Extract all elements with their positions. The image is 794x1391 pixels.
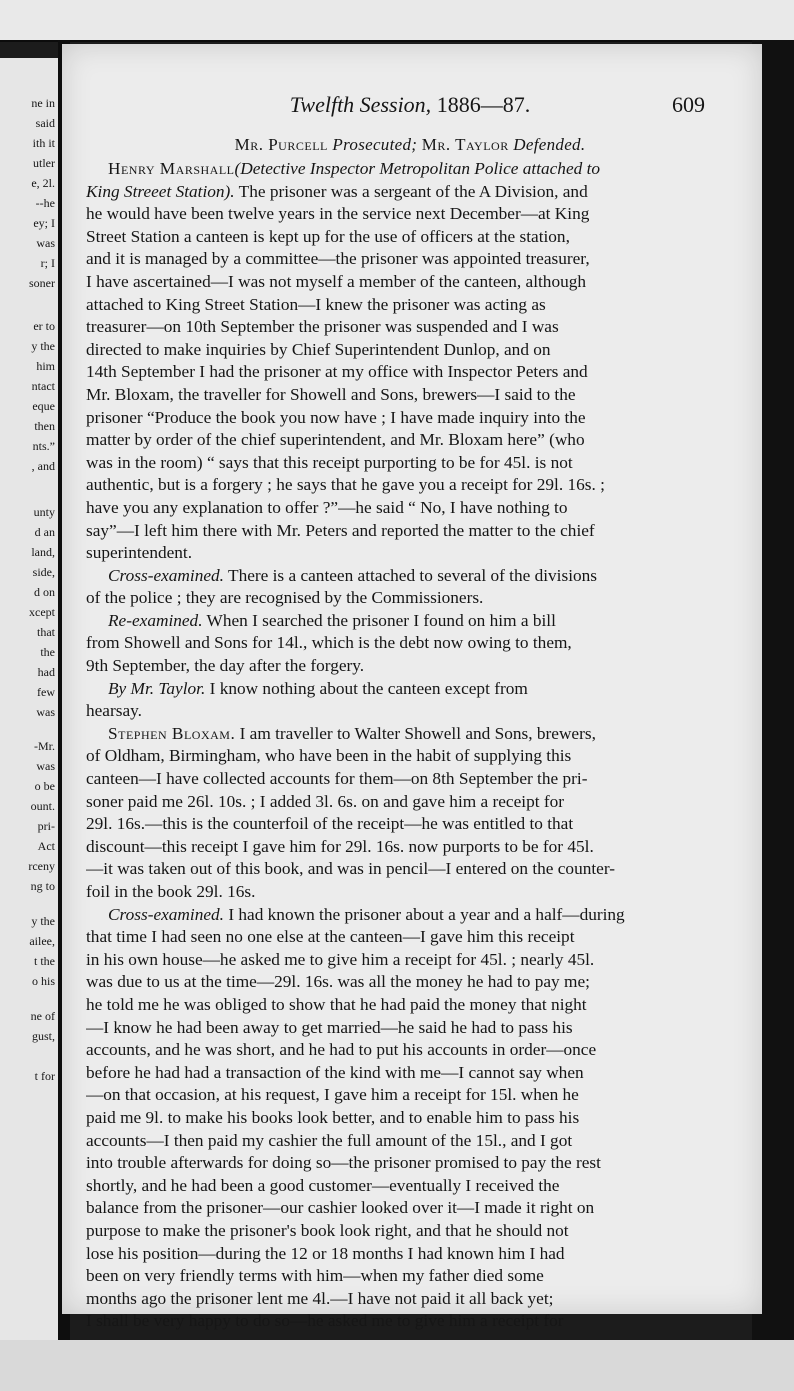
text-line: [86, 339, 696, 362]
running-head: [90, 92, 730, 120]
margin-fragment: pri-: [37, 819, 55, 833]
text-line: [86, 1130, 696, 1153]
margin-fragment: o be: [34, 779, 55, 793]
line-text: —on that occasion, at his request, I gave him a receipt for 15l. when he: [86, 1085, 579, 1105]
text-line: [86, 1062, 696, 1085]
text-line: [86, 700, 696, 723]
line-text: matter by order of the chief superintendent, and Mr. Bloxam here” (who: [86, 430, 585, 450]
line-text: soner paid me 26l. 10s. ; I added 3l. 6s. on and gave him a receipt for: [86, 791, 564, 811]
text-line: [86, 248, 696, 271]
line-text: say”—I left him there with Mr. Peters and reported the matter to the chief: [86, 520, 595, 540]
line-text: he would have been twelve years in the service next December—at King: [86, 204, 590, 224]
line-text: The prisoner was a sergeant of the A Division, and: [234, 181, 588, 201]
line-text: When I searched the prisoner I found on him a bill: [202, 610, 556, 630]
margin-fragment: ailee,: [29, 934, 55, 948]
margin-fragment: then: [34, 419, 55, 433]
margin-fragment: was: [36, 759, 55, 773]
margin-fragment: xcept: [29, 605, 55, 619]
line-text: prisoner “Produce the book you now have ; I have made inquiry into the: [86, 407, 586, 427]
text-line: [86, 384, 696, 407]
margin-fragment: nts.”: [32, 439, 55, 453]
margin-fragment: o his: [31, 974, 55, 988]
prosecuted-label: Prosecuted;: [332, 135, 418, 154]
line-text: —I know he had been away to get married—he said he had to pass his: [86, 1017, 573, 1037]
margin-fragment: r; I: [40, 256, 55, 270]
margin-fragment: ne of: [30, 1009, 55, 1023]
session-years: 1886—87.: [436, 92, 531, 117]
margin-fragment: d on: [34, 585, 55, 599]
line-lead: Cross-examined.: [108, 565, 224, 585]
line-text: purpose to make the prisoner's book look right, and that he should not: [86, 1220, 569, 1240]
margin-fragment: --he: [35, 196, 55, 210]
text-line: [86, 181, 696, 204]
line-text: of the police ; they are recognised by the Commissioners.: [86, 588, 484, 608]
margin-fragment: utler: [33, 156, 55, 170]
margin-fragment: ntact: [31, 379, 55, 393]
line-text: superintendent.: [86, 543, 193, 563]
text-line: [86, 520, 696, 543]
line-text: authentic, but is a forgery ; he says that he gave you a receipt for 29l. 16s. ;: [86, 475, 605, 495]
text-line: [86, 836, 696, 859]
text-line: [86, 813, 696, 836]
line-lead: By Mr. Taylor.: [108, 678, 206, 698]
text-line: [86, 858, 696, 881]
text-line: [86, 1220, 696, 1243]
line-text: hearsay.: [86, 701, 142, 721]
line-lead: Stephen Bloxam.: [108, 723, 236, 743]
line-text: treasurer—on 10th September the prisoner was suspended and I was: [86, 317, 559, 337]
line-lead: Re-examined.: [108, 610, 203, 630]
case-heading: [90, 135, 730, 155]
text-line: [86, 881, 696, 904]
margin-fragment: ith it: [32, 136, 55, 150]
margin-fragment: ng to: [30, 879, 55, 893]
line-text: from Showell and Sons for 14l., which is the debt now owing to them,: [86, 633, 572, 653]
text-line: [86, 1039, 696, 1062]
text-line: [86, 1017, 696, 1040]
line-lead: Henry Marshall: [108, 159, 235, 178]
text-line: [86, 294, 696, 317]
line-text: I have ascertained—I was not myself a member of the canteen, although: [86, 271, 587, 291]
margin-fragment: -Mr.: [34, 739, 55, 753]
margin-fragment: him: [36, 359, 55, 373]
margin-fragment: had: [37, 665, 55, 679]
defending-counsel: Mr. Taylor: [421, 135, 509, 154]
session-title: Twelfth Session,: [289, 92, 432, 117]
line-text: accounts—I then paid my cashier the full amount of the 15l., and I got: [86, 1130, 573, 1150]
line-text: 14th September I had the prisoner at my office with Inspector Peters and: [86, 362, 588, 382]
margin-fragment: unty: [33, 505, 55, 519]
text-line: [86, 723, 696, 746]
text-line: [86, 949, 696, 972]
line-text: months ago the prisoner lent me 4l.—I have not paid it all back yet;: [86, 1288, 554, 1308]
line-text: attached to King Street Station—I knew the prisoner was acting as: [86, 294, 546, 314]
line-text: have you any explanation to offer ?”—he said “ No, I have nothing to: [86, 497, 568, 517]
margin-fragment: ey; I: [33, 216, 55, 230]
margin-fragment: t for: [34, 1069, 55, 1083]
line-text: lose his position—during the 12 or 18 months I had known him I had: [86, 1243, 565, 1263]
text-line: [86, 1288, 696, 1311]
text-line: [86, 1243, 696, 1266]
text-line: [86, 655, 696, 678]
margin-fragment: t the: [34, 954, 55, 968]
margin-fragment: eque: [32, 399, 55, 413]
margin-fragment: soner: [29, 276, 55, 290]
line-text: directed to make inquiries by Chief Superintendent Dunlop, and on: [86, 339, 551, 359]
text-line: [86, 203, 696, 226]
text-line: [86, 542, 696, 565]
line-text: (Detective Inspector Metropolitan Police attached to: [234, 159, 601, 178]
margin-fragment: was: [36, 705, 55, 719]
line-text: before he had had a transaction of the kind with me—I cannot say when: [86, 1062, 584, 1082]
margin-fragment: ne in: [31, 96, 55, 110]
line-lead: King Streeet Station).: [86, 181, 235, 201]
text-line: [86, 1197, 696, 1220]
text-line: [86, 497, 696, 520]
line-text: shortly, and he had been a good customer—eventually I received the: [86, 1175, 560, 1195]
line-text: 29l. 16s.—this is the counterfoil of the receipt—he was entitled to that: [86, 814, 574, 834]
line-text: —it was taken out of this book, and was in pencil—I entered on the counter-: [86, 859, 615, 879]
text-line: [86, 678, 696, 701]
text-line: [86, 768, 696, 791]
margin-fragment: rceny: [28, 859, 55, 873]
text-line: [86, 745, 696, 768]
text-line: [86, 158, 696, 181]
line-text: accounts, and he was short, and he had to put his accounts in order—once: [86, 1040, 597, 1060]
line-text: discount—this receipt I gave him for 29l. 16s. now purports to be for 45l.: [86, 836, 594, 856]
line-text: was due to us at the time—29l. 16s. was all the money he had to pay me;: [86, 972, 590, 992]
top-strip: [0, 0, 794, 42]
text-line: [86, 971, 696, 994]
margin-fragment: was: [36, 236, 55, 250]
line-lead: Cross-examined.: [108, 904, 224, 924]
prosecuting-counsel: Mr. Purcell: [234, 135, 328, 154]
line-text: of Oldham, Birmingham, who have been in the habit of supplying this: [86, 746, 572, 766]
text-line: [86, 271, 696, 294]
text-line: [86, 994, 696, 1017]
margin-fragment: y the: [31, 339, 55, 353]
line-text: I know nothing about the canteen except from: [205, 678, 528, 698]
line-text: into trouble afterwards for doing so—the prisoner promised to pay the rest: [86, 1153, 601, 1173]
line-text: in his own house—he asked me to give him a receipt for 45l. ; nearly 45l.: [86, 949, 595, 969]
line-text: I shall be very happy to do so—he asked me to give him a receipt for: [86, 1311, 564, 1331]
text-line: [86, 1175, 696, 1198]
line-text: canteen—I have collected accounts for them—on 8th September the pri-: [86, 769, 588, 789]
text-line: [86, 632, 696, 655]
line-text: foil in the book 29l. 16s.: [86, 882, 256, 901]
margin-fragment: said: [35, 116, 55, 130]
line-text: he told me he was obliged to show that he had paid the money that night: [86, 994, 587, 1014]
text-line: [86, 407, 696, 430]
transcript-body: [86, 158, 696, 1333]
margin-fragment: gust,: [31, 1029, 55, 1043]
text-line: [86, 1310, 696, 1333]
text-line: [86, 226, 696, 249]
text-line: [86, 1084, 696, 1107]
text-line: [86, 429, 696, 452]
margin-fragment: few: [37, 685, 55, 699]
text-line: [86, 1265, 696, 1288]
text-line: [86, 565, 696, 588]
margin-fragment: side,: [32, 565, 55, 579]
line-text: Street Station a canteen is kept up for the use of officers at the station,: [86, 226, 570, 246]
text-line: [86, 361, 696, 384]
margin-fragment: the: [40, 645, 55, 659]
text-line: [86, 587, 696, 610]
line-text: been on very friendly terms with him—when my father died some: [86, 1266, 544, 1286]
margin-fragment: e, 2l.: [31, 176, 55, 190]
adjacent-page-fragment: [0, 58, 58, 1348]
margin-fragment: , and: [31, 459, 55, 473]
text-line: [86, 316, 696, 339]
page-number: 609: [672, 92, 705, 117]
text-line: [86, 452, 696, 475]
text-line: [86, 926, 696, 949]
line-text: paid me 9l. to make his books look better, and to enable him to pass his: [86, 1107, 580, 1127]
line-text: There is a canteen attached to several of the divisions: [224, 565, 598, 585]
margin-fragment: land,: [31, 545, 55, 559]
margin-fragment: y the: [31, 914, 55, 928]
margin-fragment: ount.: [30, 799, 55, 813]
margin-fragment: d an: [34, 525, 55, 539]
margin-fragment: Act: [37, 839, 55, 853]
text-line: [86, 1152, 696, 1175]
line-text: I am traveller to Walter Showell and Sons, brewers,: [235, 723, 596, 743]
line-text: I had known the prisoner about a year and a half—during: [224, 904, 625, 924]
text-line: [86, 791, 696, 814]
line-text: was in the room) “ says that this receipt purporting to be for 45l. is not: [86, 452, 573, 472]
line-text: Mr. Bloxam, the traveller for Showell and Sons, brewers—I said to the: [86, 384, 576, 404]
line-text: balance from the prisoner—our cashier looked over it—I made it right on: [86, 1198, 595, 1218]
margin-fragment: er to: [33, 319, 55, 333]
line-text: 9th September, the day after the forgery.: [86, 656, 365, 676]
text-line: [86, 1107, 696, 1130]
margin-fragment: that: [37, 625, 55, 639]
text-line: [86, 904, 696, 927]
text-line: [86, 474, 696, 497]
bottom-strip: [0, 1340, 794, 1391]
text-line: [86, 610, 696, 633]
defended-label: Defended.: [513, 135, 586, 154]
line-text: that time I had seen no one else at the canteen—I gave him this receipt: [86, 927, 575, 947]
line-text: and it is managed by a committee—the prisoner was appointed treasurer,: [86, 249, 590, 269]
running-head-title: [90, 92, 730, 118]
